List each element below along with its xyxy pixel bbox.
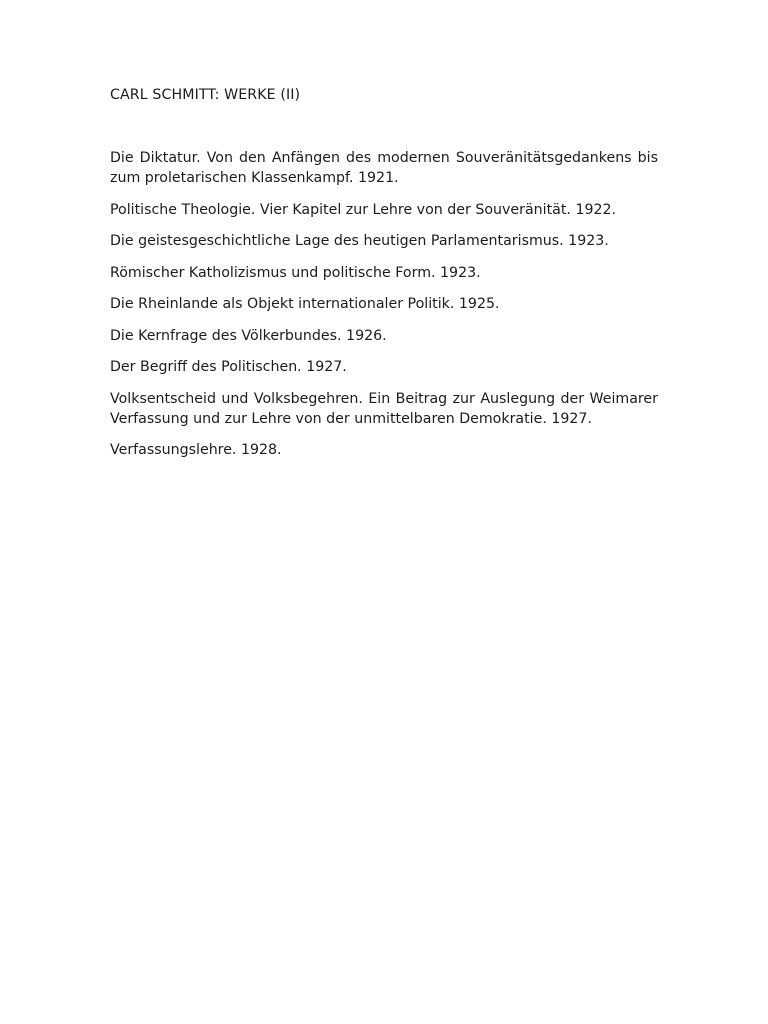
work-entry-parlamentarismus: Die geistesgeschichtliche Lage des heutigen Parlamentarismus. 1923. — [110, 233, 609, 249]
work-entry-die-diktatur: Die Diktatur. Von den Anfängen des modernen Souveränitätsgedankens bis zum proletarischen Klassenkampf. 1921. — [110, 150, 658, 186]
works-list — [110, 148, 658, 460]
work-entry-kernfrage-voelkerbund: Die Kernfrage des Völkerbundes. 1926. — [110, 327, 387, 344]
work-entry-begriff-des-politischen: Der Begriff des Politischen. 1927. — [110, 359, 347, 375]
work-entry-politische-theologie: Politische Theologie. Vier Kapitel zur Lehre von der Souveränität. 1922. — [110, 201, 617, 218]
work-entry-roemischer-katholizismus: Römischer Katholizismus und politische Form. 1923. — [110, 264, 481, 281]
work-entry-verfassungslehre: Verfassungslehre. 1928. — [110, 442, 282, 458]
work-entry-volksentscheid: Volksentscheid und Volksbegehren. Ein Beitrag zur Auslegung der Weimarer Verfassung und zur Lehre von der unmittelbaren Demokratie. 1927. — [110, 390, 658, 427]
work-entry-rheinlande: Die Rheinlande als Objekt internationaler Politik. 1925. — [110, 296, 500, 312]
document-content — [110, 85, 658, 472]
document-heading: CARL SCHMITT: WERKE (II) — [110, 87, 301, 103]
